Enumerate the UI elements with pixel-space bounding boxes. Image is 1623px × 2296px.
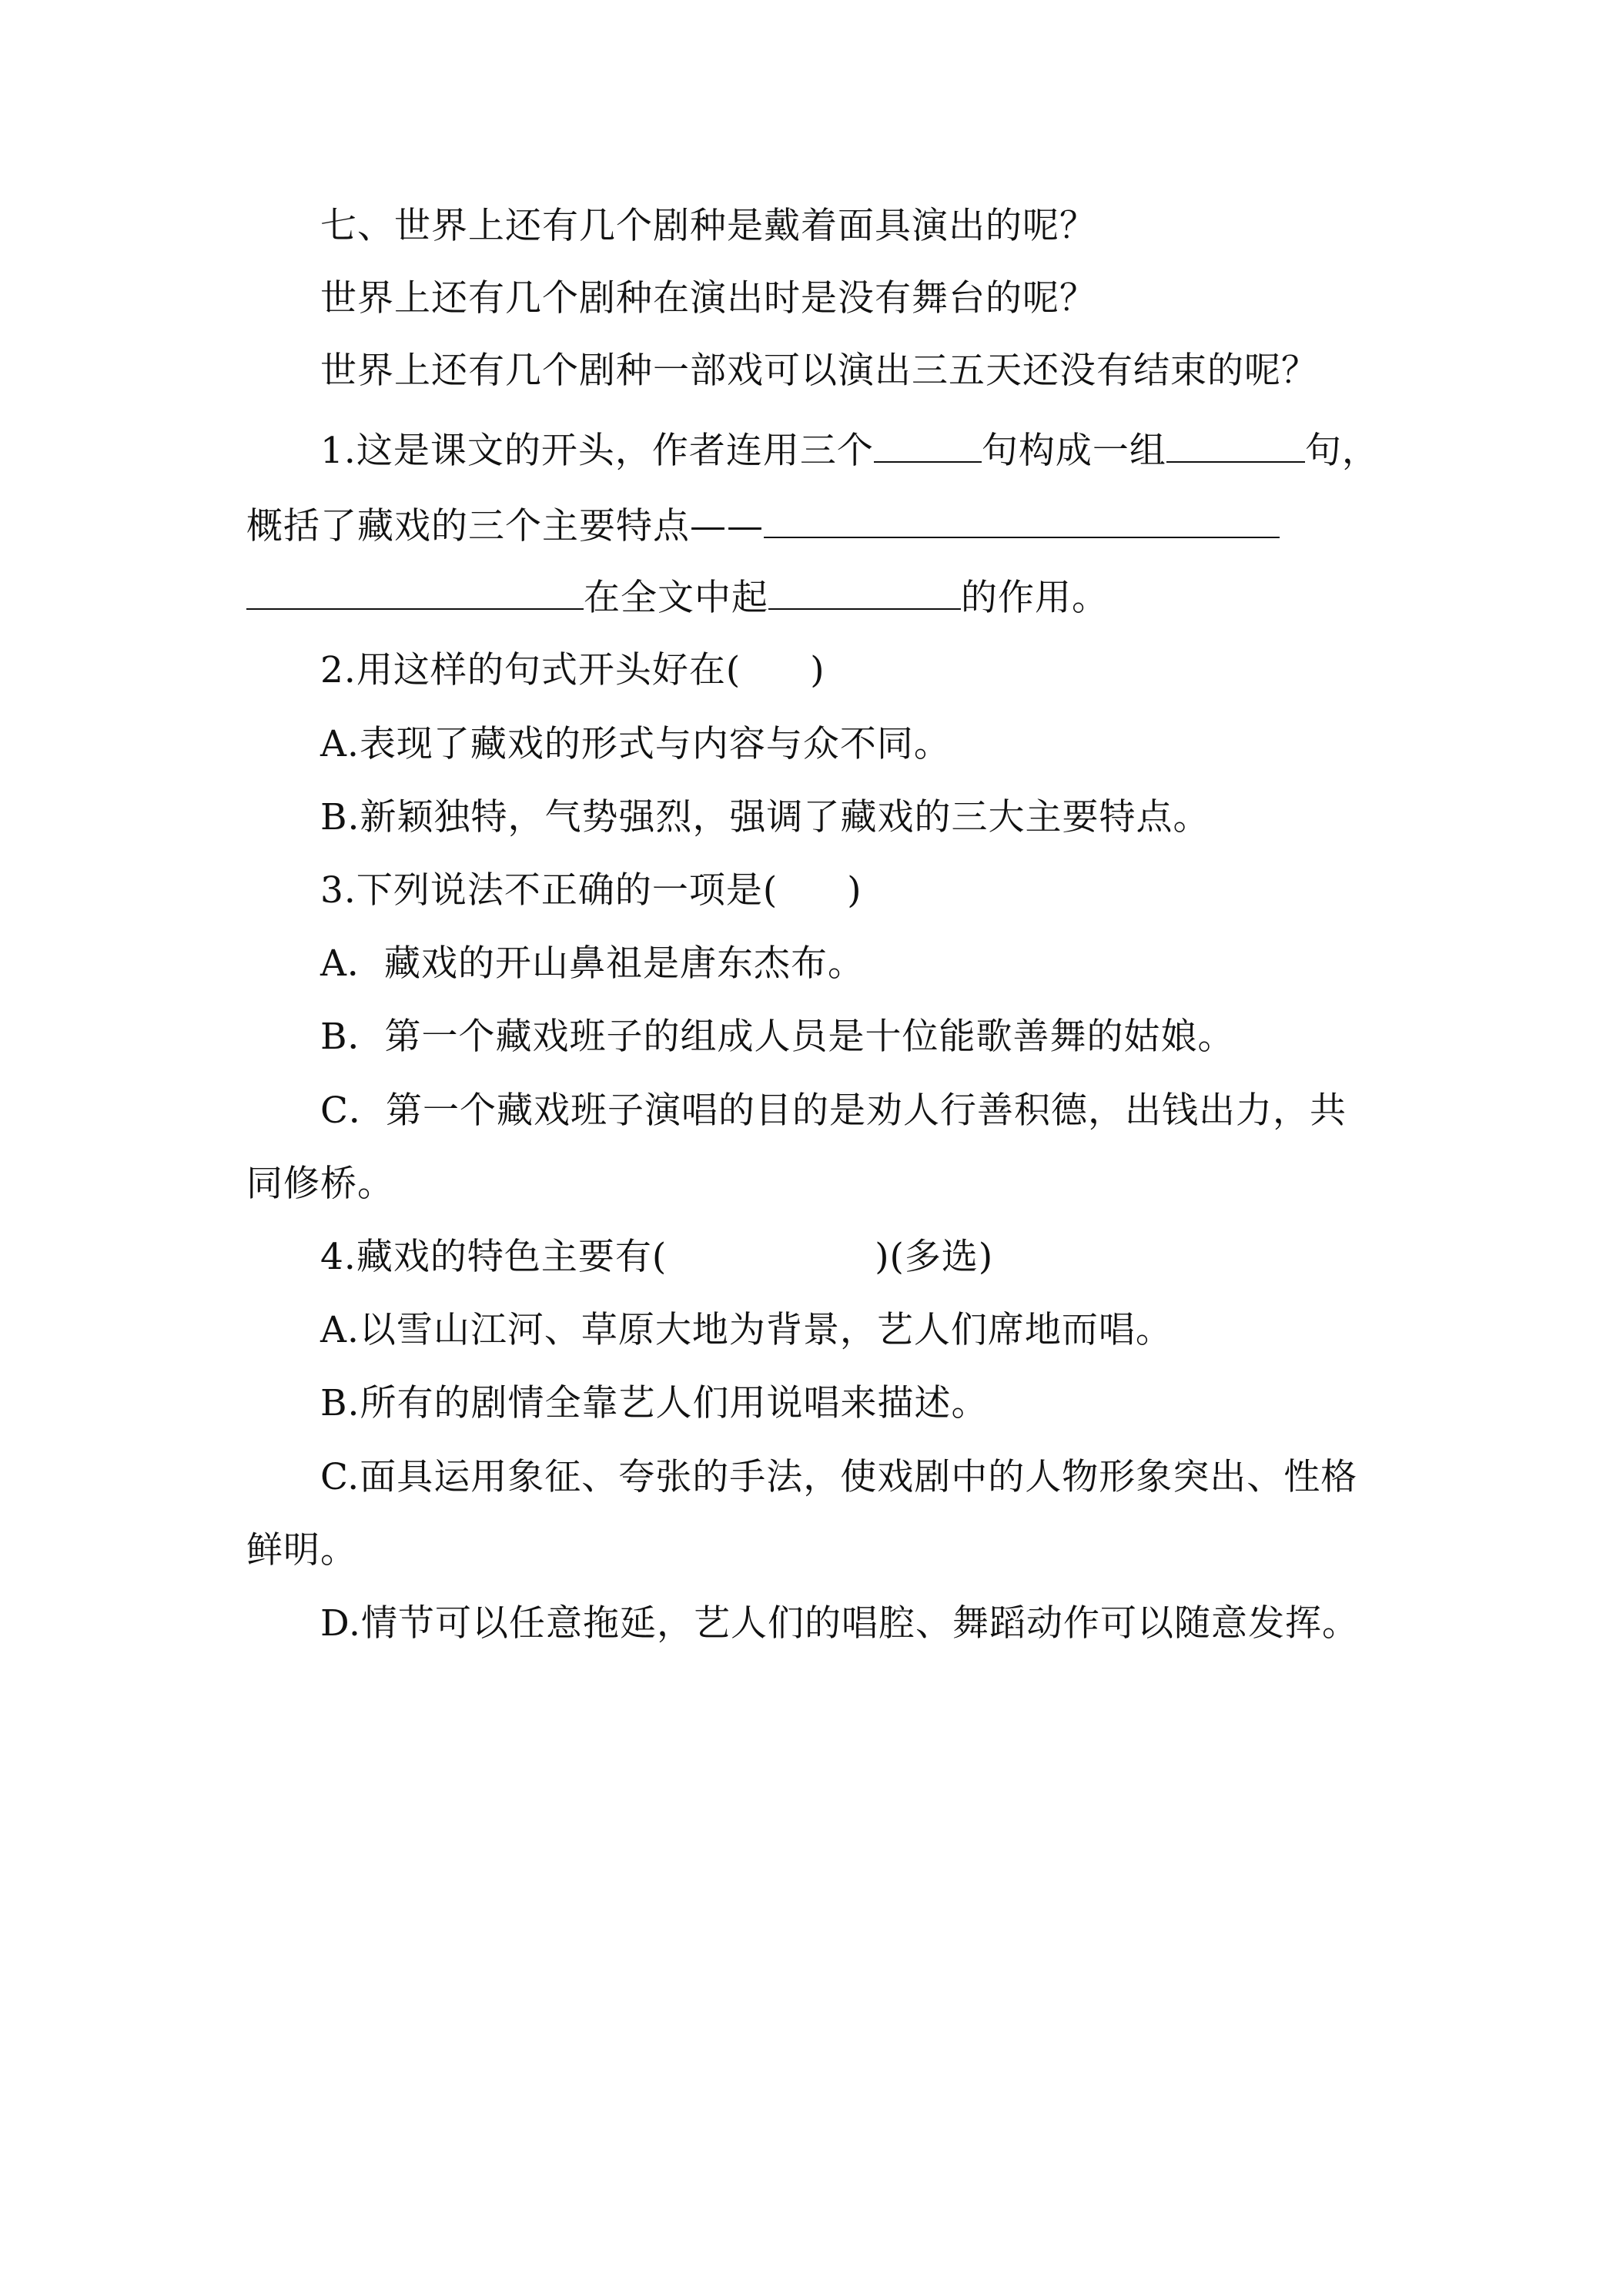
q4-stem (320, 1234, 1452, 1280)
q2-stem-text: 2.用这样的句式开头好在( (320, 649, 741, 691)
q2-stem (320, 648, 1452, 694)
q1-blank-1[interactable] (874, 427, 982, 463)
q4-option-a: A.以雪山江河、草原大地为背景，艺人们席地而唱。 (320, 1309, 1173, 1351)
q1-text-e: 在全文中起 (584, 577, 768, 619)
q1-text-a: 1.这是课文的开头，作者连用三个 (320, 430, 874, 472)
q1-line-2 (246, 503, 1378, 550)
q1-line-1 (320, 427, 1452, 474)
q4-option-c-line-1: C.面具运用象征、夸张的手法，使戏剧中的人物形象突出、性格 (320, 1456, 1358, 1498)
q3-stem-text: 3.下列说法不正确的一项是( (320, 869, 778, 912)
q3-stem (320, 868, 1452, 914)
q1-text-b: 句构成一组 (981, 430, 1166, 472)
q2-option-b: B.新颖独特，气势强烈，强调了藏戏的三大主要特点。 (320, 796, 1210, 838)
q3-option-c-line-2: 同修桥。 (246, 1163, 394, 1205)
q1-blank-3[interactable] (764, 503, 1280, 538)
q4-option-d: D.情节可以任意拖延，艺人们的唱腔、舞蹈动作可以随意发挥。 (320, 1602, 1359, 1645)
q1-text-d: 概括了藏戏的三个主要特点—— (246, 505, 764, 547)
question-line-2: 世界上还有几个剧种在演出时是没有舞台的呢？ (320, 277, 1096, 320)
q3-option-c-line-1: C．第一个藏戏班子演唱的目的是劝人行善积德，出钱出力，共 (320, 1089, 1347, 1132)
section-7-heading: 七、世界上还有几个剧种是戴着面具演出的呢？ (320, 205, 1096, 247)
q1-blank-5[interactable] (768, 574, 961, 610)
question-line-3: 世界上还有几个剧种一部戏可以演出三五天还没有结束的呢？ (320, 350, 1318, 392)
q1-blank-2[interactable] (1166, 427, 1305, 463)
q3-option-a: A．藏戏的开山鼻祖是唐东杰布。 (320, 942, 865, 985)
q2-stem-close: ) (810, 649, 825, 691)
q2-option-a: A.表现了藏戏的形式与内容与众不同。 (320, 723, 951, 765)
q4-stem-text: 4.藏戏的特色主要有( (320, 1236, 668, 1278)
q3-stem-close: ) (847, 869, 862, 912)
q4-option-b: B.所有的剧情全靠艺人们用说唱来描述。 (320, 1382, 989, 1424)
q3-option-b: B．第一个藏戏班子的组成人员是十位能歌善舞的姑娘。 (320, 1016, 1235, 1058)
q4-option-c-line-2: 鲜明。 (246, 1529, 357, 1571)
q1-text-f: 的作用。 (961, 577, 1109, 619)
q4-stem-close: )(多选) (875, 1236, 994, 1278)
q1-text-c: 句， (1304, 430, 1379, 472)
q1-line-3 (246, 574, 1378, 621)
q1-blank-4[interactable] (246, 574, 584, 610)
